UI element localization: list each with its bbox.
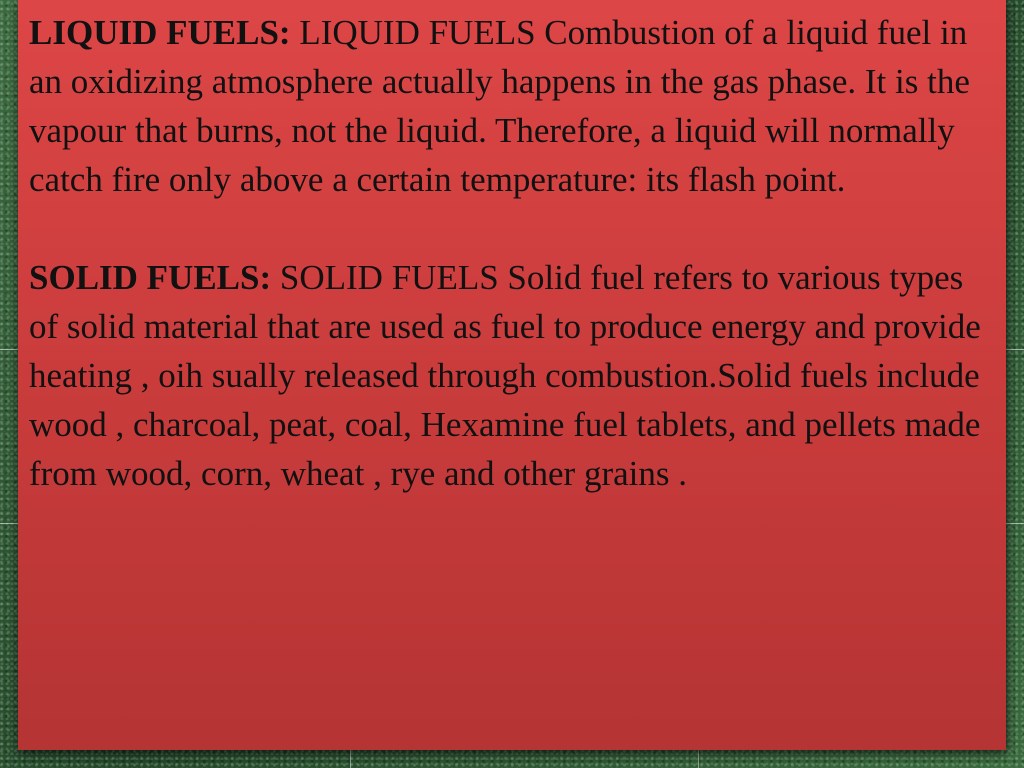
solid-fuels-text: SOLID FUELS Solid fuel refers to various types of solid material that are used as fuel to produce energy and provide heating , oih sually released through combustion.Solid fuels include wood , charcoal, peat, coal, Hexamine fuel tablets, and pellets made from wood, corn, wheat , rye and other grains . bbox=[29, 258, 981, 493]
liquid-fuels-text: LIQUID FUELS Combustion of a liquid fuel in an oxidizing atmosphere actually happens in the gas phase. It is the vapour that burns, not the liquid. Therefore, a liquid will normally catch fire only above a certain temperature: its flash point. bbox=[29, 13, 970, 199]
solid-fuels-heading: SOLID FUELS: bbox=[29, 258, 272, 297]
solid-fuels-paragraph bbox=[29, 253, 992, 498]
liquid-fuels-heading: LIQUID FUELS: bbox=[29, 13, 291, 52]
content-panel bbox=[18, 0, 1006, 750]
liquid-fuels-paragraph bbox=[29, 8, 992, 204]
